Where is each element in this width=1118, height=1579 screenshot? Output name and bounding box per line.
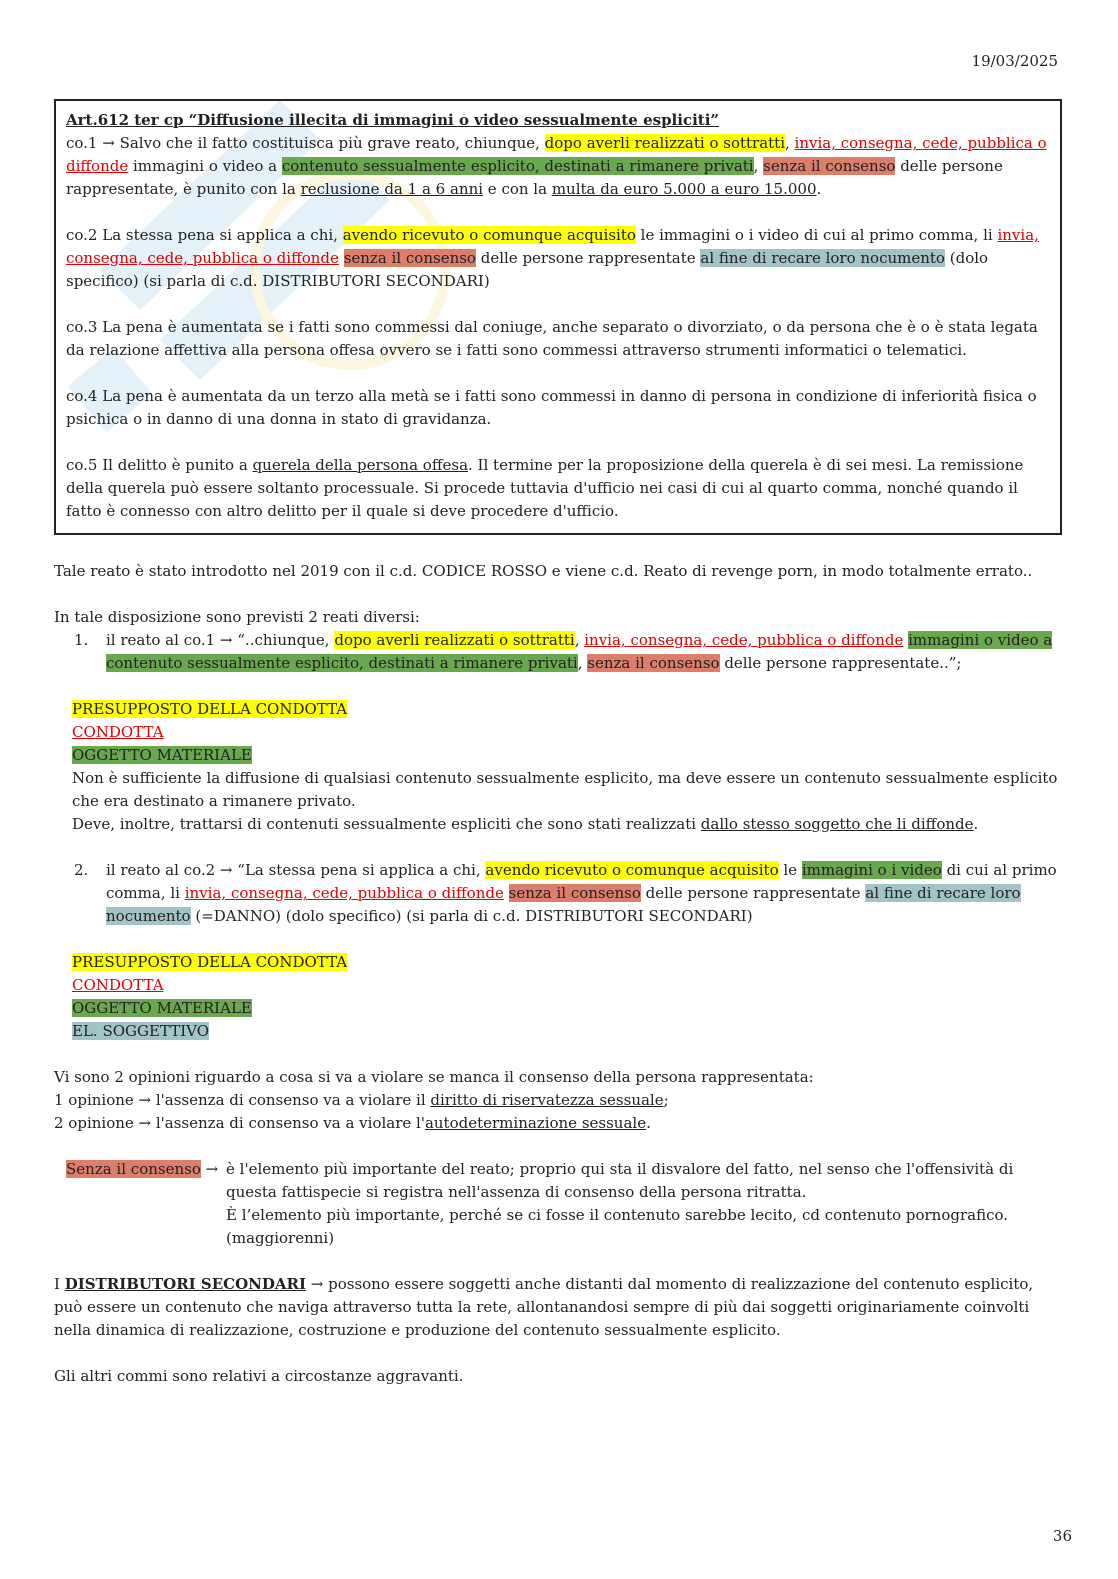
note-2: Deve, inoltre, trattarsi di contenuti sessualmente espliciti che sono stati realizzati dallo stesso soggetto che li diffonde. [72,815,979,833]
legend-1: PRESUPPOSTO DELLA CONDOTTA CONDOTTA OGGETTO MATERIALE Non è sufficiente la diffusione di qualsiasi contenuto sessualmente esplicito, ma deve essere un contenuto sessualmente esplicito che era destinato a rimanere privato. Deve, inoltre, trattarsi di contenuti sessualmente espliciti che sono stati realizzati dallo stesso soggetto che li diffonde. [54,698,1064,836]
distributori-paragraph: I DISTRIBUTORI SECONDARI → possono essere soggetti anche distanti dal momento di realizzazione del contenuto esplicito, può essere un contenuto che naviga attraverso tutta la rete, allontanandosi sempre di più dai soggetti originariamente coinvolti nella dinamica di realizzazione, costruzione e produzione del contenuto sessualmente esplicito. [54,1275,1034,1339]
legend-2: PRESUPPOSTO DELLA CONDOTTA CONDOTTA OGGETTO MATERIALE EL. SOGGETTIVO [72,953,348,1040]
page-number: 36 [1052,1527,1072,1545]
comma-4: co.4 La pena è aumentata da un terzo alla metà se i fatti sono commessi in danno di persona in condizione di inferiorità fisica o psichica o in danno di una donna in stato di gravidanza. [66,387,1037,428]
closing-paragraph: Gli altri commi sono relativi a circostanze aggravanti. [54,1367,464,1385]
opinions-block: Vi sono 2 opinioni riguardo a cosa si va a violare se manca il consenso della persona rappresentata: 1 opinione → l'assenza di consenso va a violare il diritto di riservatezza sessuale; 2 opinione → l'assenza di consenso va a violare l'autodeterminazione sessuale. [54,1068,814,1132]
main-content [54,560,1064,1388]
comma-3: co.3 La pena è aumentata se i fatti sono commessi dal coniuge, anche separato o divorziato, o da persona che è o è stata legata da relazione affettiva alla persona offesa ovvero se i fatti sono commessi attraverso strumenti informatici o telematici. [66,318,1038,359]
comma-5: co.5 Il delitto è punito a querela della persona offesa. Il termine per la proposizione della querela è di sei mesi. La remissione della querela può essere soltanto processuale. Si procede tuttavia d'ufficio nei casi di cui al quarto comma, nonché quando il fatto è connesso con altro delitto per il quale si deve procedere d'ufficio. [66,456,1024,520]
comma-2: co.2 La stessa pena si applica a chi, avendo ricevuto o comunque acquisito le immagini o i video di cui al primo comma, li invia, consegna, cede, pubblica o diffonde senza il consenso delle persone rappresentate al fine di recare loro nocumento (dolo specifico) (si parla di c.d. DISTRIBUTORI SECONDARI) [66,226,1039,290]
page-date: 19/03/2025 [971,52,1058,70]
list-item-1: 1. il reato al co.1 → “..chiunque, dopo averli realizzati o sottratti, invia, consegna, cede, pubblica o diffonde immagini o video a contenuto sessualmente esplicito, destinati a rimanere privati, senza il consenso delle persone rappresentate..”; [74,631,1053,672]
article-box [54,99,1062,535]
list-item-2: 2. il reato al co.2 → “La stessa pena si applica a chi, avendo ricevuto o comunque acquisito le immagini o i video di cui al primo comma, li invia, consegna, cede, pubblica o diffonde senza il consenso delle persone rappresentate al fine di recare loro nocumento (=DANNO) (dolo specifico) (si parla di c.d. DISTRIBUTORI SECONDARI) [74,861,1057,925]
list-intro: In tale disposizione sono previsti 2 reati diversi: [54,608,420,626]
senza-consenso-note: Senza il consenso → è l'elemento più importante del reato; proprio qui sta il disvalore del fatto, nel senso che l'offensività di questa fattispecie si registra nell'assenza di consenso della persona ritratta. È l’elemento più importante, perché se ci fosse il contenuto sarebbe lecito, cd contenuto pornografico. (maggiorenni) [66,1160,1014,1247]
intro-paragraph: Tale reato è stato introdotto nel 2019 con il c.d. CODICE ROSSO e viene c.d. Reato di revenge porn, in modo totalmente errato.. [54,562,1033,580]
article-title: Art.612 ter cp “Diffusione illecita di immagini o video sessualmente espliciti” [66,111,720,129]
note-1: Non è sufficiente la diffusione di qualsiasi contenuto sessualmente esplicito, ma deve essere un contenuto sessualmente esplicito che era destinato a rimanere privato. [72,769,1058,810]
comma-1: co.1 → Salvo che il fatto costituisca più grave reato, chiunque, dopo averli realizzati o sottratti, invia, consegna, cede, pubblica o diffonde immagini o video a contenuto sessualmente esplicito, destinati a rimanere privati, senza il consenso delle persone rappresentate, è punito con la reclusione da 1 a 6 anni e con la multa da euro 5.000 a euro 15.000. [66,134,1047,198]
